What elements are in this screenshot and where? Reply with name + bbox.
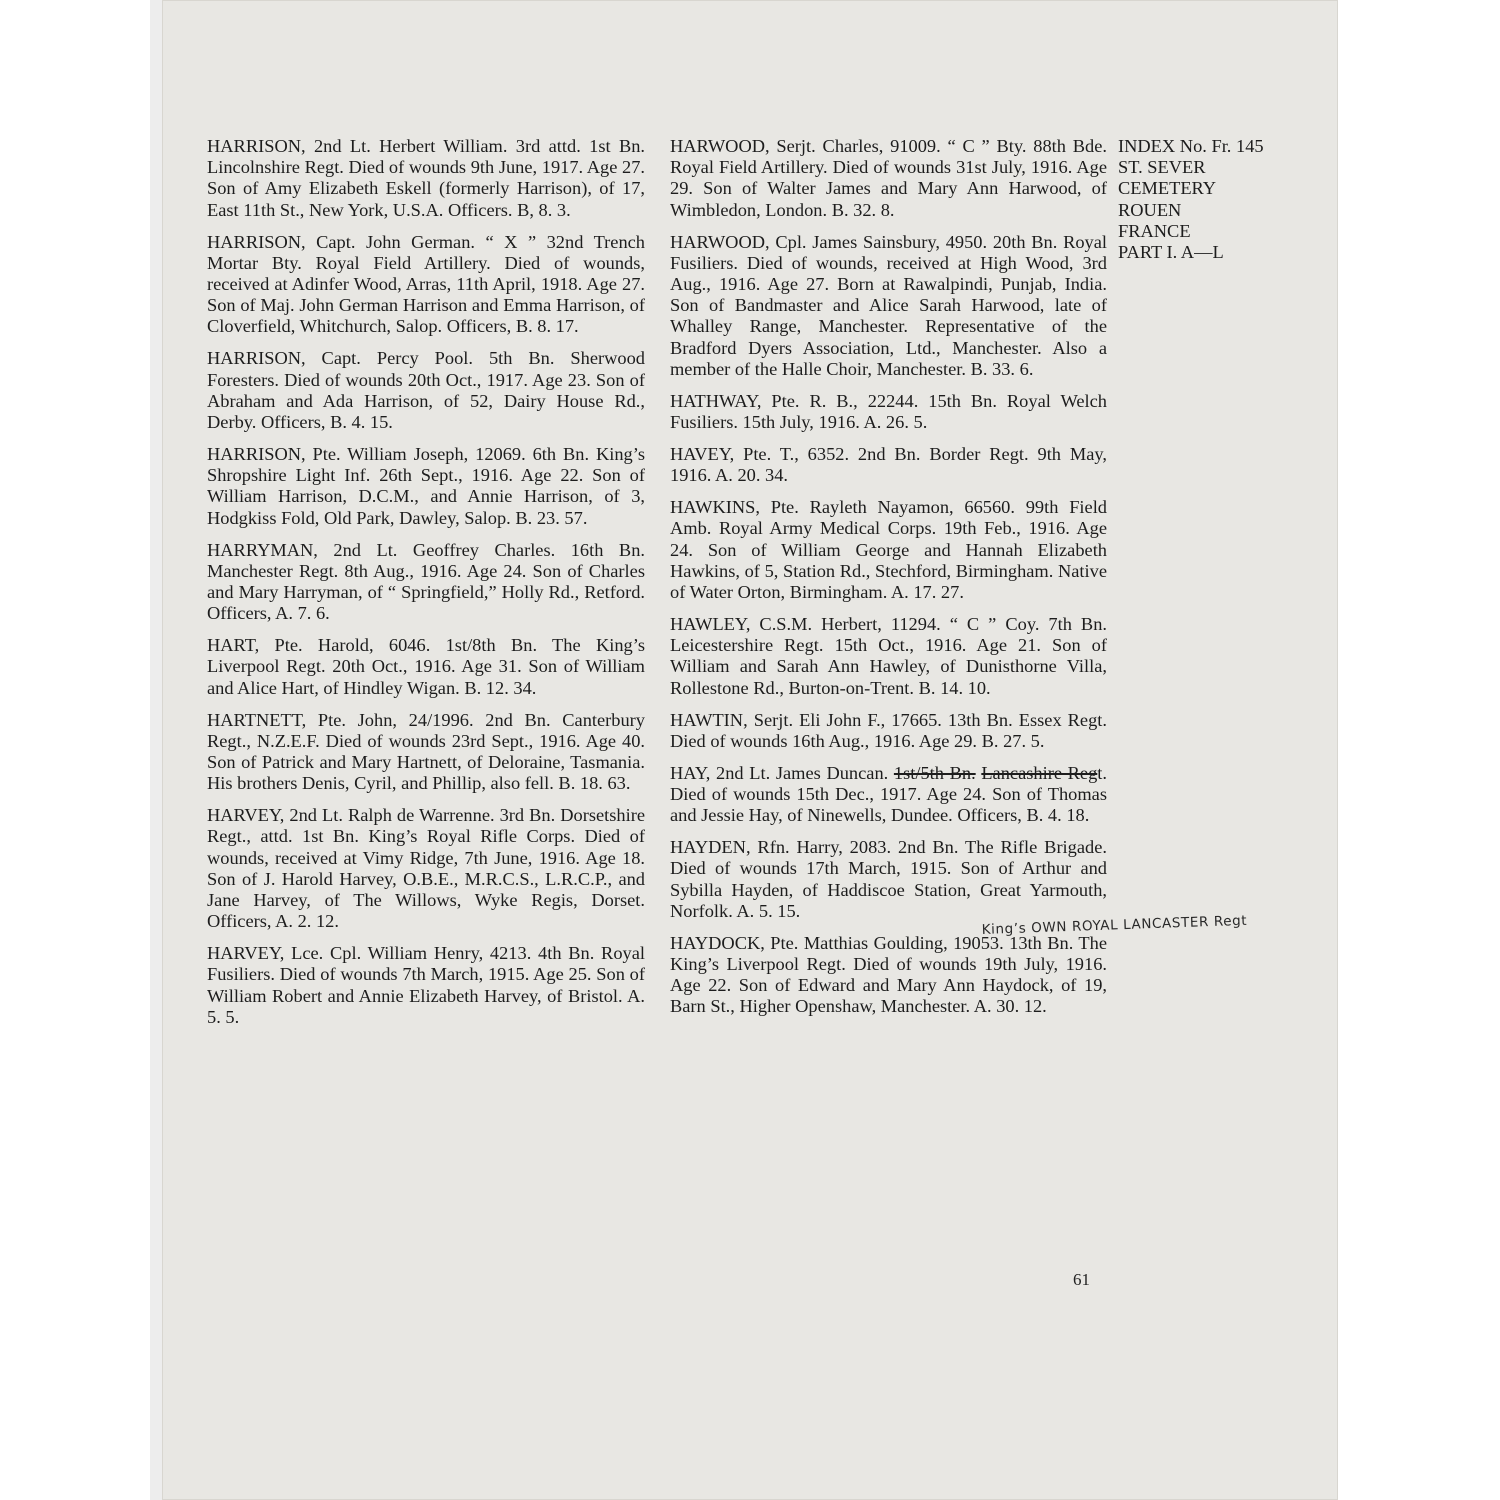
- heading-line: ST. SEVER: [1118, 157, 1206, 178]
- page-number: 61: [1073, 1270, 1090, 1289]
- entry-hartnett: HARTNETT, Pte. John, 24/1996. 2nd Bn. Canterbury Regt., N.Z.E.F. Died of wounds 23rd Sept., 1916. Age 40. Son of Patrick and Mary Hartnett, of Deloraine, Tasmania. His brothers Denis, Cyril, and Phillip, also fell. B. 18. 63.: [207, 709, 645, 794]
- entry-harrison-percy: HARRISON, Capt. Percy Pool. 5th Bn. Sherwood Foresters. Died of wounds 20th Oct., 1917. Age 23. Son of Abraham and Ada Harrison, of 52, Dairy House Rd., Derby. Officers, B. 4. 15.: [207, 348, 645, 433]
- entry-harrison-john: HARRISON, Capt. John German. “ X ” 32nd Trench Mortar Bty. Royal Field Artillery. Died of wounds, received at Adinfer Wood, Arras, 11th April, 1918. Age 27. Son of Maj. John German Harrison and Emma Harrison, of Cloverfield, Whitchurch, Salop. Officers, B. 8. 17.: [207, 231, 645, 337]
- entry-harryman: HARRYMAN, 2nd Lt. Geoffrey Charles. 16th Bn. Manchester Regt. 8th Aug., 1916. Age 24. Son of Charles and Mary Harryman, of “ Springfield,” Holly Rd., Retford. Officers, A. 7. 6.: [207, 539, 645, 624]
- heading-line: FRANCE: [1118, 220, 1191, 241]
- entry-harwood-james: HARWOOD, Cpl. James Sainsbury, 4950. 20th Bn. Royal Fusiliers. Died of wounds, received at High Wood, 3rd Aug., 1916. Age 27. Born at Rawalpindi, Punjab, India. Son of Bandmaster and Alice Sarah Harwood, late of Whalley Range, Manchester. Representative of the Bradford Dyers Association, Ltd., Manchester. Also a member of the Halle Choir, Manchester. B. 33. 6.: [670, 231, 1107, 379]
- heading-line: PART I. A—L: [1118, 242, 1224, 263]
- entry-hart: HART, Pte. Harold, 6046. 1st/8th Bn. The King’s Liverpool Regt. 20th Oct., 1916. Age 31. Son of William and Alice Hart, of Hindley Wigan. B. 12. 34.: [207, 635, 645, 698]
- entry-harvey-ralph: HARVEY, 2nd Lt. Ralph de Warrenne. 3rd Bn. Dorsetshire Regt., attd. 1st Bn. King’s Royal Rifle Corps. Died of wounds, received at Vimy Ridge, 7th June, 1916. Age 18. Son of J. Harold Harvey, O.B.E., M.R.C.S., L.R.C.P., and Jane Harvey, of The Willows, Wyke Regis, Dorset. Officers, A. 2. 12.: [207, 805, 645, 932]
- heading-line: ROUEN: [1118, 199, 1182, 220]
- scan-edge: [150, 0, 162, 1500]
- entry-harwood-charles: HARWOOD, Serjt. Charles, 91009. “ C ” Bty. 88th Bde. Royal Field Artillery. Died of wounds 31st July, 1916. Age 29. Son of Walter James and Mary Ann Harwood, of Wimbledon, London. B. 32. 8.: [670, 136, 1107, 220]
- entry-harvey-william: HARVEY, Lce. Cpl. William Henry, 4213. 4th Bn. Royal Fusiliers. Died of wounds 7th March, 1915. Age 25. Son of William Robert and Annie Elizabeth Harvey, of Bristol. A. 5. 5.: [207, 943, 645, 1027]
- index-heading: [1118, 136, 1318, 263]
- column-left: [207, 136, 645, 1039]
- struck-text-battalion: 1st/5th Bn.: [893, 762, 976, 783]
- entry-hay: [670, 763, 1107, 827]
- handwritten-annotation: King’s OWN ROYAL LANCASTER Regt: [981, 912, 1248, 938]
- entry-havey: HAVEY, Pte. T., 6352. 2nd Bn. Border Regt. 9th May, 1916. A. 20. 34.: [670, 444, 1107, 486]
- entry-hawkins: HAWKINS, Pte. Rayleth Nayamon, 66560. 99th Field Amb. Royal Army Medical Corps. 19th Feb., 1916. Age 24. Son of William George and Hannah Elizabeth Hawkins, of 5, Station Rd., Stechford, Birmingham. Native of Water Orton, Birmingham. A. 17. 27.: [670, 497, 1107, 603]
- entry-haydock: HAYDOCK, Pte. Matthias Goulding, 19053. 13th Bn. The King’s Liverpool Regt. Died of wounds 19th July, 1916. Age 22. Son of Edward and Mary Ann Haydock, of 19, Barn St., Higher Openshaw, Manchester. A. 30. 12.: [670, 932, 1107, 1017]
- entry-harrison-william: HARRISON, Pte. William Joseph, 12069. 6th Bn. King’s Shropshire Light Inf. 26th Sept., 1916. Age 22. Son of William Harrison, D.C.M., and Annie Harrison, of 3, Hodgkiss Fold, Old Park, Dawley, Salop. B. 23. 57.: [207, 444, 645, 528]
- hay-text-rest: t. Died of wounds 15th Dec., 1917. Age 24. Son of Thomas and Jessie Hay, of Ninewells, Dundee. Officers, B. 4. 18.: [670, 762, 1107, 826]
- struck-text-regiment: Lancashire Reg: [981, 762, 1098, 783]
- column-middle: [670, 136, 1107, 1028]
- heading-line: CEMETERY: [1118, 178, 1217, 199]
- entry-hathway: HATHWAY, Pte. R. B., 22244. 15th Bn. Royal Welch Fusiliers. 15th July, 1916. A. 26. 5.: [670, 390, 1107, 433]
- entry-hayden: HAYDEN, Rfn. Harry, 2083. 2nd Bn. The Rifle Brigade. Died of wounds 17th March, 1915. Son of Arthur and Sybilla Hayden, of Haddiscoe Station, Great Yarmouth, Norfolk. A. 5. 15.: [670, 837, 1107, 921]
- hay-text-start: HAY, 2nd Lt. James Duncan.: [670, 762, 894, 783]
- entry-hawtin: HAWTIN, Serjt. Eli John F., 17665. 13th Bn. Essex Regt. Died of wounds 16th Aug., 1916. Age 29. B. 27. 5.: [670, 709, 1107, 751]
- entry-hawley: HAWLEY, C.S.M. Herbert, 11294. “ C ” Coy. 7th Bn. Leicestershire Regt. 15th Oct., 1916. Age 21. Son of William and Sarah Ann Hawley, of Dunisthorne Villa, Rollestone Rd., Burton-on-Trent. B. 14. 10.: [670, 614, 1107, 698]
- entry-harrison-herbert: HARRISON, 2nd Lt. Herbert William. 3rd attd. 1st Bn. Lincolnshire Regt. Died of wounds 9th June, 1917. Age 27. Son of Amy Elizabeth Eskell (formerly Harrison), of 17, East 11th St., New York, U.S.A. Officers. B, 8. 3.: [207, 136, 645, 220]
- index-number: INDEX No. Fr. 145: [1118, 136, 1264, 156]
